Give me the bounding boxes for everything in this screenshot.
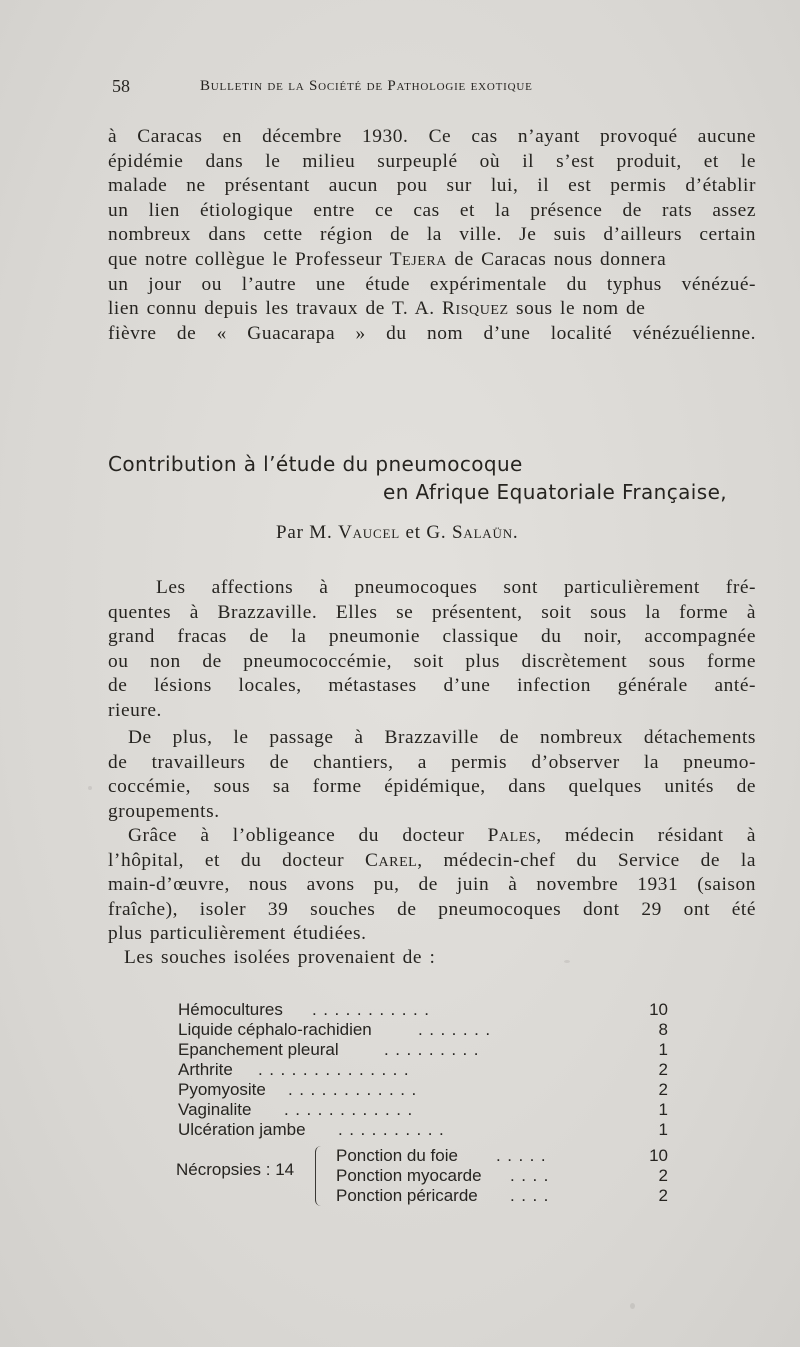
text-line: un jour ou l’autre une étude expérimentale du typhus vénézué- (108, 273, 756, 295)
paragraph (108, 946, 756, 971)
row-value: 1 (658, 1100, 668, 1119)
text-segment: , médecin-chef du Service de la (417, 849, 756, 871)
running-head: Bulletin de la Société de Pathologie exotique (200, 78, 533, 94)
text-line: grand fracas de la pneumonie classique du noir, accompagnée (108, 626, 756, 648)
dot-leader: ....... (418, 1020, 497, 1039)
text-line: groupements. (108, 800, 220, 822)
table-row (178, 1100, 668, 1120)
row-value: 8 (658, 1020, 668, 1039)
text-line: plus particulièrement étudiées. (108, 923, 367, 945)
byline (276, 522, 518, 544)
row-label: Arthrite (178, 1060, 233, 1079)
dot-leader: ......... (384, 1040, 486, 1059)
scan-speck (630, 1303, 635, 1309)
byline-prefix: Par M. (276, 522, 333, 543)
dot-leader: ............ (288, 1080, 423, 1099)
text-line: coccémie, sous sa forme épidémique, dans quelques unités de (108, 776, 756, 798)
row-value: 2 (658, 1060, 668, 1079)
paragraph (108, 726, 756, 824)
text-segment: de Caracas nous donnera (454, 248, 667, 270)
text-segment: Grâce à l’obligeance du docteur (128, 825, 465, 846)
row-label: Hémocultures (178, 1000, 283, 1019)
row-value: 10 (649, 1000, 668, 1019)
dot-leader: .............. (258, 1060, 416, 1079)
person-name: Tejera (389, 248, 447, 270)
row-label: Ponction du foie (336, 1146, 458, 1165)
row-value: 2 (658, 1080, 668, 1099)
dot-leader: .......... (338, 1120, 451, 1139)
row-value: 1 (658, 1120, 668, 1139)
article-title-line-2: en Afrique Equatoriale Française, (383, 480, 728, 504)
page-header (112, 76, 672, 100)
text-segment: lien connu depuis les travaux de T. A. (108, 298, 435, 320)
necropsies-label: Nécropsies : 14 (176, 1160, 295, 1179)
text-line: épidémie dans le milieu surpeuplé où il s’est produit, et le (108, 150, 756, 172)
text-line: un lien étiologique entre ce cas et la présence de rats assez (108, 199, 756, 221)
table-row (178, 1040, 668, 1060)
person-name: Risquez (442, 298, 509, 320)
text-line (108, 824, 756, 849)
row-label: Ponction péricarde (336, 1186, 478, 1205)
text-line: à Caracas en décembre 1930. Ce cas n’ayant provoqué aucune (108, 126, 756, 147)
text-line: quentes à Brazzaville. Elles se présentent, soit sous la forme à (108, 601, 756, 623)
brace-decoration (315, 1146, 324, 1206)
byline-end: . (512, 522, 519, 543)
text-segment: l’hôpital, et du docteur (108, 849, 345, 871)
row-label: Ponction myocarde (336, 1166, 482, 1185)
article-title-line-1: Contribution à l’étude du pneumocoque (108, 452, 523, 476)
author-name: Salaün (452, 522, 513, 543)
paragraph (108, 824, 756, 947)
dot-leader: ........... (312, 1000, 436, 1019)
row-label: Liquide céphalo-rachidien (178, 1020, 372, 1039)
text-line (108, 297, 756, 322)
text-line: Les souches isolées provenaient de : (124, 947, 436, 968)
row-value: 2 (658, 1166, 668, 1185)
scan-speck (88, 786, 92, 790)
dot-leader: .... (510, 1186, 555, 1205)
dot-leader: .... (510, 1166, 555, 1185)
text-line: fraîche), isoler 39 souches de pneumocoques dont 29 ont été (108, 898, 756, 920)
text-segment: sous le nom de (515, 298, 646, 320)
row-label: Ulcération jambe (178, 1120, 306, 1139)
text-line: rieure. (108, 699, 162, 721)
text-line: malade ne présentant aucun pou sur lui, il est permis d’établir (108, 175, 756, 197)
row-value: 10 (649, 1146, 668, 1165)
row-label: Epanchement pleural (178, 1040, 339, 1059)
text-line (108, 849, 756, 874)
person-name: Pales (487, 825, 537, 846)
row-label: Vaginalite (178, 1100, 252, 1119)
text-segment: , médecin résidant à (536, 825, 756, 846)
table-row (178, 1060, 668, 1080)
table-row (178, 1000, 668, 1020)
text-line: ou non de pneumococcémie, soit plus discrètement sous forme (108, 650, 756, 672)
table-row (178, 1120, 668, 1140)
text-line: fièvre de « Guacarapa » du nom d’une localité vénézuélienne. (108, 322, 756, 344)
table-row (178, 1020, 668, 1040)
row-label: Pyomyosite (178, 1080, 266, 1099)
row-value: 2 (658, 1186, 668, 1205)
person-name: Carel (365, 849, 418, 871)
row-value: 1 (658, 1040, 668, 1059)
text-line: Les affections à pneumocoques sont particulièrement fré- (156, 577, 756, 598)
text-line: de travailleurs de chantiers, a permis d’observer la pneumo- (108, 751, 756, 773)
table-row (178, 1080, 668, 1100)
table-row (178, 1186, 668, 1206)
text-line: main-d’œuvre, nous avons pu, de juin à novembre 1931 (saison (108, 874, 756, 896)
text-line: nombreux dans cette région de la ville. Je suis d’ailleurs certain (108, 224, 756, 246)
dot-leader: ..... (496, 1146, 553, 1165)
text-line: de lésions locales, métastases d’une infection générale anté- (108, 675, 756, 697)
scan-speck (564, 960, 570, 963)
dot-leader: ............ (284, 1100, 419, 1119)
byline-joiner: et G. (405, 522, 447, 543)
author-name: Vaucel (338, 522, 400, 543)
paragraph (108, 576, 756, 724)
text-line: De plus, le passage à Brazzaville de nombreux détachements (128, 727, 756, 748)
text-segment: que notre collègue le Professeur (108, 248, 383, 270)
text-line (108, 248, 756, 273)
paragraph-continuation (108, 125, 756, 346)
page-number: 58 (112, 76, 130, 96)
